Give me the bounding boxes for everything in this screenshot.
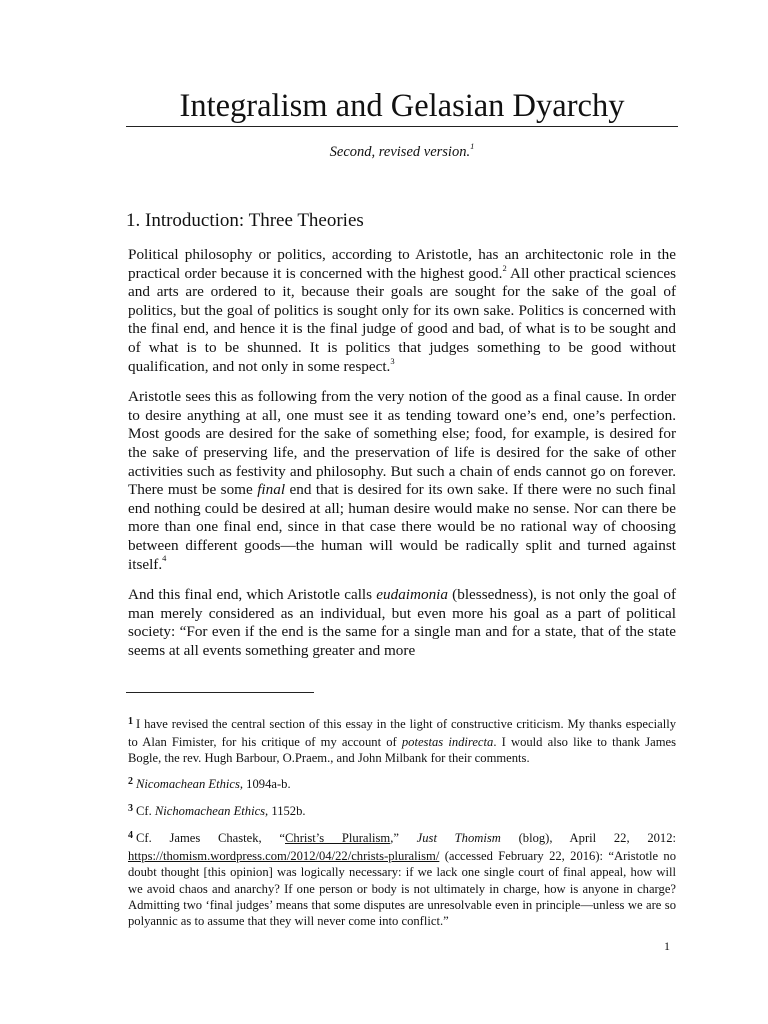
- footnote-2: [128, 776, 676, 794]
- footnote-ref-1[interactable]: 1: [470, 141, 475, 152]
- paragraph-2-text-b: end that is desired for its own sake. If there were no such final end nothing could be desired at all; human desire would make no sense. Nor can there be more than one final end, since in that case there would be no rational way of choosing between different goods—the human will would be radically split and turned against itself.: [128, 481, 676, 573]
- footnote-4-text-b: ,”: [390, 831, 417, 846]
- paragraph-2: [128, 388, 676, 574]
- footnote-2-text: 1094a-b.: [243, 776, 291, 791]
- footnote-1: [128, 716, 676, 767]
- footnote-4-text-d: (accessed February 22, 2016): “Aristotle no doubt thought [this opinion] was logically necessary: if we lack one single court of final appeal, how will we avoid chaos and anarchy? If one person or body is not ultimately in charge, how is anyone in charge? Admitting two ‘final judges’ means that some disputes are unresolvable even in principle—unless we are so polyannic as to assume that they will never come into conflict.”: [128, 849, 676, 929]
- footnote-2-emphasis: Nicomachean Ethics,: [136, 776, 244, 791]
- paragraph-3-emphasis: eudaimonia: [376, 586, 448, 604]
- footnote-4-number: 4: [128, 830, 133, 842]
- footnote-4-title-link[interactable]: Christ’s Pluralism: [285, 831, 391, 846]
- document-title: Integralism and Gelasian Dyarchy: [179, 88, 625, 124]
- footnote-4-text-a: Cf. James Chastek, “: [136, 831, 285, 846]
- paragraph-2-emphasis: final: [257, 481, 286, 499]
- paragraph-3: [128, 586, 676, 660]
- footnote-ref-3[interactable]: 3: [390, 355, 395, 366]
- subtitle-text: Second, revised version.: [329, 144, 471, 160]
- footnote-ref-4[interactable]: 4: [162, 553, 167, 564]
- paragraph-1-text-a: Political philosophy or politics, according to Aristotle, has an architectonic role in the practical order because it is concerned with the highest good.: [128, 246, 676, 282]
- section-heading: 1. Introduction: Three Theories: [126, 210, 364, 231]
- paragraph-2-text-a: Aristotle sees this as following from the very notion of the good as a final cause. In order to desire anything at all, one must see it as tending toward one’s end, one’s perfection. Most goods are desired for the sake of something else; food, for example, is desired for the sake of preserving life, and the preservation of life is desired for the sake of other activities such as festivity and philosophy. But such a chain of ends cannot go on forever. There must be some: [128, 388, 676, 499]
- footnote-1-text-b: . I would also like to thank James Bogle, the rev. Hugh Barbour, O.Praem., and John Milbank for their comments.: [128, 735, 676, 766]
- paragraph-1-text-b: All other practical sciences and arts are ordered to it, because their goals are sought for the sake of the goal of politics, but the goal of politics is sought only for its own sake. Politics is concerned with the final end, and hence it is the final judge of good and bad, of what is to be sought and of what is to be shunned. It is politics that judges something to be good without qualification, and not only in some respect.: [128, 264, 676, 375]
- paragraph-3-text-a: And this final end, which Aristotle calls: [128, 586, 377, 604]
- footnote-1-text-a: I have revised the central section of this essay in the light of constructive criticism. My thanks especially to Alan Fimister, for his critique of my account of: [128, 717, 676, 750]
- page-number: 1: [664, 939, 670, 953]
- footnote-4-emphasis: Just Thomism: [416, 831, 501, 846]
- footnotes: [128, 716, 676, 938]
- footnote-3-emphasis: Nichomachean Ethics,: [154, 803, 269, 818]
- footnote-4: [128, 830, 676, 929]
- body-text: [128, 246, 676, 672]
- footnote-1-number: 1: [128, 716, 133, 727]
- footnote-1-emphasis: potestas indirecta: [401, 735, 494, 750]
- footnote-ref-2[interactable]: 2: [502, 262, 507, 273]
- title-rule: [126, 126, 678, 127]
- footnote-4-text-c: (blog), April 22, 2012:: [500, 831, 677, 846]
- footnote-4-url-link[interactable]: https://thomism.wordpress.com/2012/04/22/christs-pluralism/: [128, 849, 440, 864]
- paragraph-3-text-b: (blessedness), is not only the goal of man merely considered as an individual, but even more his goal as a part of political society: “For even if the end is the same for a single man and for a state, that of the state seems at all events something greater and more: [128, 586, 676, 659]
- document-subtitle: [126, 142, 678, 162]
- footnote-2-number: 2: [128, 775, 133, 787]
- footnote-3: [128, 803, 676, 821]
- footnote-3-number: 3: [128, 802, 133, 814]
- paragraph-1: [128, 246, 676, 376]
- footnote-3-text-b: 1152b.: [268, 803, 306, 818]
- footnote-separator: [126, 692, 314, 693]
- footnote-3-text-a: Cf.: [136, 803, 155, 818]
